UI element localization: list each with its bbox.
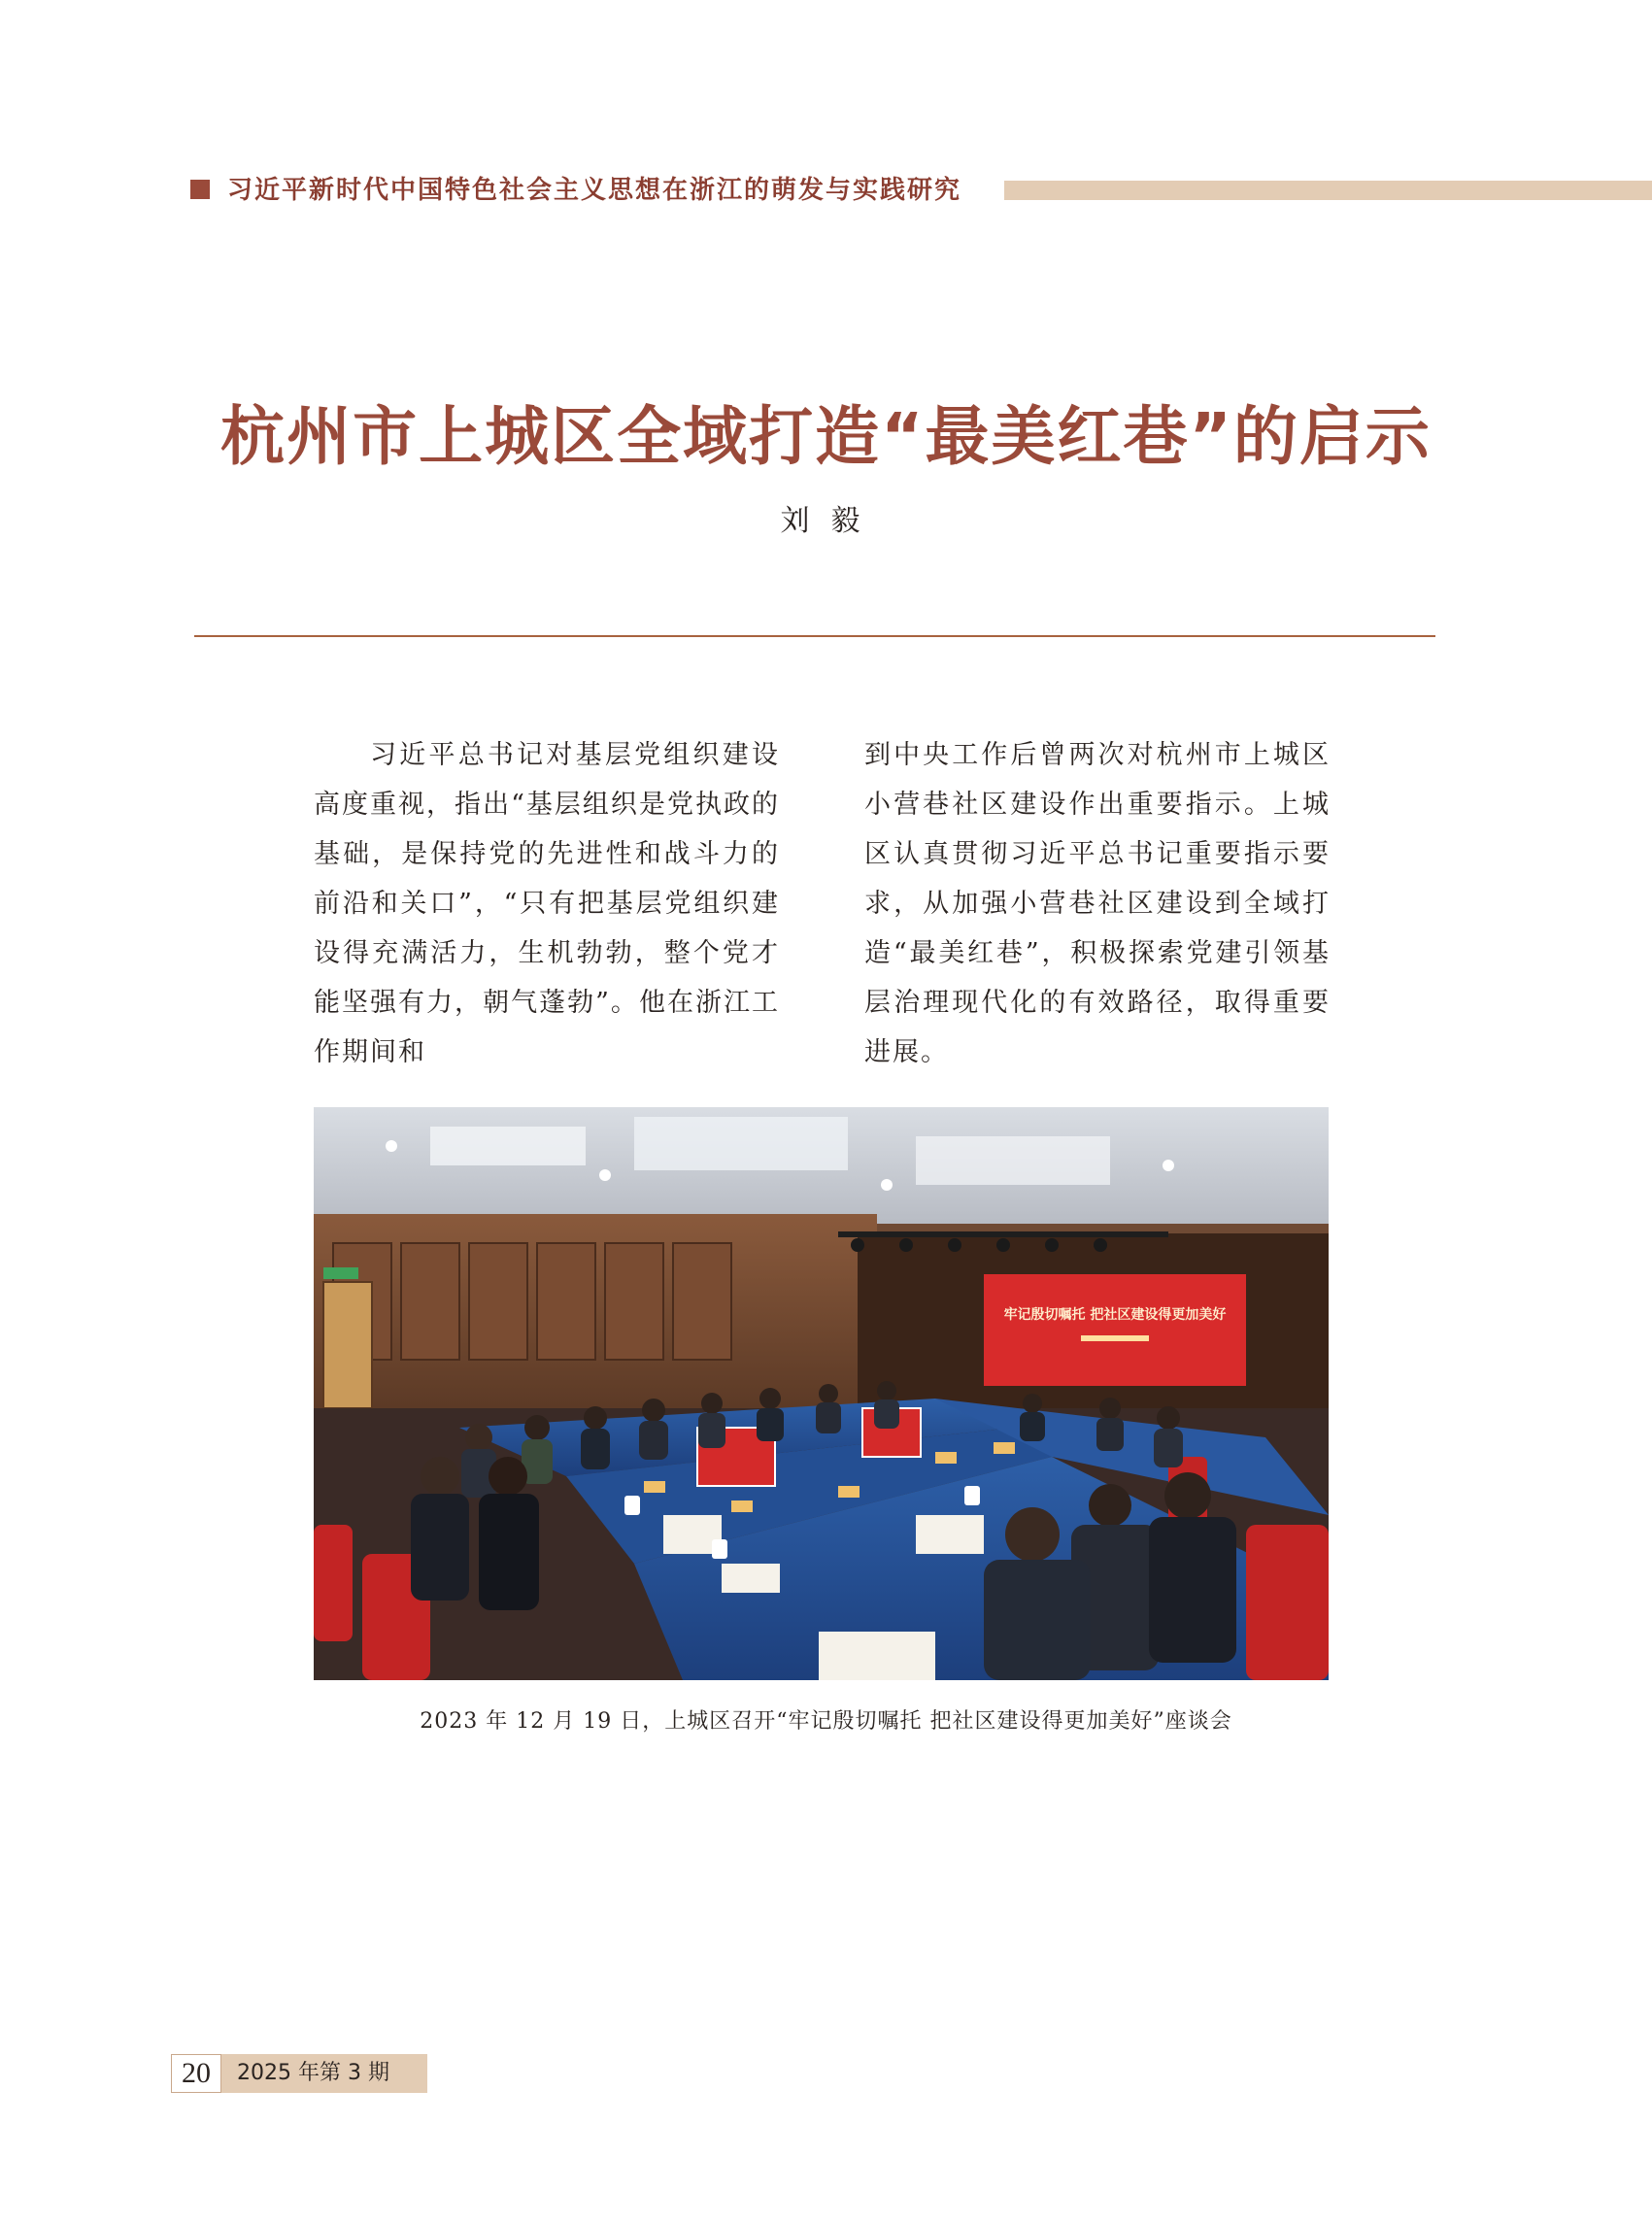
running-header [190,171,1652,210]
meeting-photo-illustration [314,1107,1329,1680]
screen-banner-text: 牢记殷切嘱托 把社区建设得更加美好 [1003,1307,1227,1323]
header-color-band [1004,181,1652,200]
body-column-right: 到中央工作后曾两次对杭州市上城区小营巷社区建设作出重要指示。上城区认真贯彻习近平总书记重要指示要求，从加强小营巷社区建设到全域打造“最美红巷”，积极探索党建引领基层治理现代化的有效路径，取得重要进展。 [864,740,1331,1067]
article-title: 杭州市上城区全域打造“最美红巷”的启示 [220,399,1432,474]
issue-label: 2025 年第 3 期 [221,2054,427,2093]
title-divider [194,635,1435,637]
page-number: 20 [171,2054,221,2093]
photo-caption: 2023 年 12 月 19 日，上城区召开“牢记殷切嘱托 把社区建设得更加美好”座谈会 [420,1709,1232,1734]
meeting-photo [314,1107,1329,1680]
header-square-marker [190,180,210,199]
body-column-left: 习近平总书记对基层党组织建设高度重视，指出“基层组织是党执政的基础，是保持党的先进性和战斗力的前沿和关口”，“只有把基层党组织建设得充满活力，生机勃勃，整个党才能坚强有力，朝气蓬勃”。他在浙江工作期间和 [314,740,780,1067]
author-name: 刘毅 [780,504,882,538]
section-title: 习近平新时代中国特色社会主义思想在浙江的萌发与实践研究 [227,176,962,205]
